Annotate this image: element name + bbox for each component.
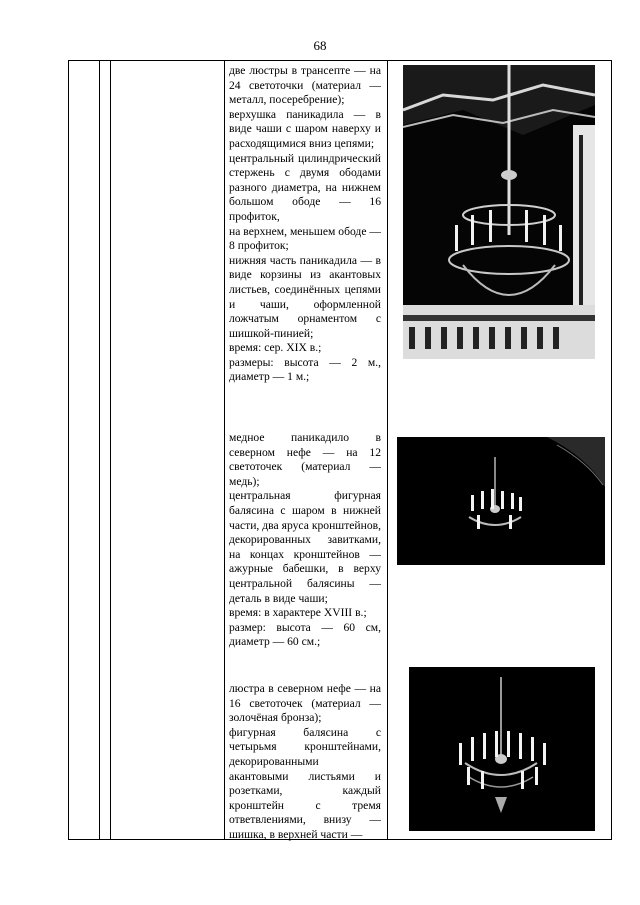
copper-chandelier-north-nave-photo	[397, 437, 605, 565]
description-line: нижняя часть паникадила — в виде корзины из акантовых листьев, соединённых цепями и чаши, оформленной ложчатым орнаментом с шишкой-пинией;	[229, 253, 381, 340]
description-line: медное паникадило в северном нефе — на 12 светоточек (материал — медь);	[229, 431, 381, 488]
column-divider	[110, 61, 111, 839]
chandelier-silver-transept-photo	[403, 65, 595, 359]
description-line: центральный цилиндрический стержень с двумя ободами разного диаметра, на нижнем большом ободе — 16 профиток,	[229, 151, 381, 223]
column-divider	[387, 61, 388, 839]
description-line: верхушка паникадила — в виде чаши с шаром наверху и расходящимися вниз цепями;	[229, 107, 381, 150]
column-divider	[99, 61, 100, 839]
column-divider	[224, 61, 225, 839]
description-line: две люстры в трансепте — на 24 светоточки (материал — металл, посеребрение);	[229, 64, 381, 107]
description-line: размеры: высота — 2 м., диаметр — 1 м.;	[229, 355, 381, 384]
gilded-bronze-chandelier-north-nave-photo	[409, 667, 595, 831]
chandelier-description	[229, 431, 381, 650]
description-line: время: сер. XIX в.;	[229, 341, 322, 355]
description-line: центральная фигурная балясина с шаром в нижней части, два яруса кронштейнов, декорированных завитками, на концах кронштейнов — ажурные бабешки, в верху центральной балясины — деталь в виде чаши;	[229, 489, 381, 605]
description-line: размер: высота — 60 см, диаметр — 60 см.;	[229, 620, 381, 649]
description-line: люстра в северном нефе — на 16 светоточек (материал — золочёная бронза);	[229, 682, 381, 725]
chandelier-description	[229, 682, 381, 843]
page-number: 68	[313, 38, 327, 53]
description-line: фигурная балясина с четырьмя кронштейнами, декорированными акантовыми листьями и розетками, каждый кронштейн с тремя ответвлениями, внизу — шишка, в верхней части —	[229, 725, 381, 841]
description-line: на верхнем, меньшем ободе — 8 профиток;	[229, 224, 381, 253]
inventory-table	[68, 60, 612, 840]
description-line: время: в характере XVIII в.;	[229, 606, 367, 620]
chandelier-description	[229, 64, 381, 385]
